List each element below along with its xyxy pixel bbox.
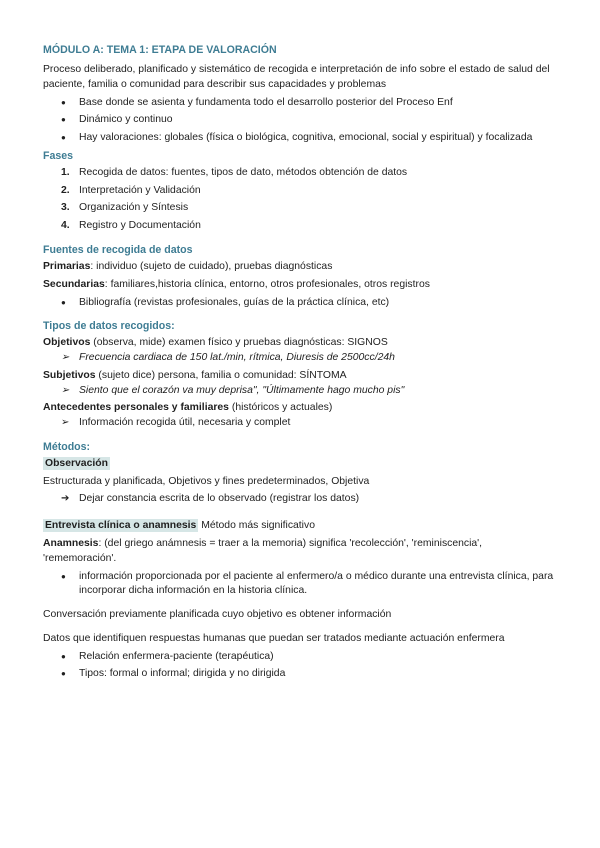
list-item-text: Recogida de datos: fuentes, tipos de dato, métodos obtención de datos: [79, 166, 408, 178]
list-item-text: Registro y Documentación: [79, 220, 201, 232]
intro-paragraph: Proceso deliberado, planificado y sistemático de recogida e interpretación de info sobre el estado de salud del paciente, familia o comunidad para describir sus capacidades y problemas: [43, 64, 550, 90]
section-heading-tipos: Tipos de datos recogidos:: [43, 320, 175, 333]
anamnesis-bullet-list: [43, 570, 556, 600]
list-item-text: Organización y Síntesis: [79, 202, 189, 214]
fuentes-primarias: [43, 260, 556, 275]
example-text: Frecuencia cardiaca de 150 lat./min, rítmica, Diuresis de 2500cc/24h: [79, 352, 395, 364]
list-number: 3.: [61, 202, 70, 214]
list-item: [43, 184, 556, 199]
fuentes-bullet-list: [43, 296, 556, 311]
list-item: [43, 166, 556, 181]
tipos-objetivos: [43, 336, 556, 351]
intro-bullet-list: [43, 96, 556, 146]
list-item: ● Dinámico y continuo: [43, 113, 556, 128]
list-item: ● Tipos: formal o informal; dirigida y no dirigida: [43, 667, 556, 682]
term-label: Objetivos: [43, 337, 91, 349]
term-label: Antecedentes personales y familiares: [43, 402, 229, 414]
arrowhead-icon: ➢: [61, 384, 70, 396]
term-label: Anamnesis: [43, 538, 99, 549]
datos-paragraph: Datos que identifiquen respuestas humanas que puedan ser tratados mediante actuación enfermera: [43, 632, 505, 644]
anamnesis-definition: [43, 537, 556, 567]
list-item: ● Base donde se asienta y fundamenta todo el desarrollo posterior del Proceso Enf: [43, 96, 556, 111]
list-item-text: Interpretación y Validación: [79, 184, 201, 196]
term-text: (históricos y actuales): [228, 402, 333, 414]
list-item: ● Hay valoraciones: globales (física o biológica, cognitiva, emocional, social y espiritual) y focalizada: [43, 131, 556, 146]
tipos-subjetivos: [43, 369, 556, 384]
section-heading-fuentes: Fuentes de recogida de datos: [43, 243, 193, 256]
term-label: Secundarias: [43, 278, 105, 290]
highlighted-term: Observación: [45, 457, 108, 469]
observacion-arrow-list: [43, 492, 556, 507]
final-bullet-list: [43, 650, 556, 683]
list-item: [43, 219, 556, 234]
term-text: : (del griego anámnesis = traer a la memoria) significa 'recolección', 'reminiscencia', 'rememoración'.: [43, 538, 483, 564]
section-heading-metodos: Métodos:: [43, 440, 91, 453]
term-text: : individuo (sujeto de cuidado), pruebas diagnósticas: [90, 260, 333, 272]
list-item: ● Relación enfermera-paciente (terapéutica): [43, 650, 556, 665]
example-text: Información recogida útil, necesaria y complet: [79, 417, 291, 429]
list-item: [43, 416, 556, 431]
list-item-text: Dejar constancia escrita de lo observado (registrar los datos): [79, 493, 360, 505]
objetivos-example-list: [43, 351, 556, 366]
entrevista-heading: [43, 519, 556, 534]
highlighted-term: Entrevista clínica o anamnesis: [45, 520, 197, 532]
section-heading-fases: Fases: [43, 149, 74, 162]
list-item: [43, 384, 556, 399]
list-item: [43, 492, 556, 507]
list-item: ● información proporcionada por el paciente al enfermero/a o médico durante una entrevista clínica, para incorporar dicha información en la historia clínica.: [43, 570, 556, 600]
fases-list: [43, 166, 556, 234]
list-number: 2.: [61, 184, 70, 196]
subjetivos-example-list: [43, 384, 556, 399]
list-number: 4.: [61, 220, 70, 232]
term-text: (sujeto dice) persona, familia o comunidad: SÍNTOMA: [95, 369, 347, 381]
list-item: ● Bibliografía (revistas profesionales, guías de la práctica clínica, etc): [43, 296, 556, 311]
term-text: : familiares,historia clínica, entorno, otros profesionales, otros registros: [104, 278, 430, 290]
term-text: Método más significativo: [198, 520, 315, 532]
example-text: Siento que el corazón va muy deprisa", "Últimamente hago mucho pis": [79, 384, 405, 396]
term-label: Primarias: [43, 260, 91, 272]
arrow-right-icon: ➔: [61, 493, 70, 505]
list-item: [43, 351, 556, 366]
arrowhead-icon: ➢: [61, 417, 70, 429]
list-item: [43, 201, 556, 216]
observacion-text: Estructurada y planificada, Objetivos y fines predeterminados, Objetiva: [43, 475, 370, 487]
observacion-heading: [43, 457, 556, 472]
tipos-antecedentes: [43, 401, 556, 416]
term-text: (observa, mide) examen físico y pruebas diagnósticas: SIGNOS: [90, 337, 388, 349]
term-label: Subjetivos: [43, 369, 96, 381]
arrowhead-icon: ➢: [61, 352, 70, 364]
antecedentes-example-list: [43, 416, 556, 431]
conversacion-paragraph: Conversación previamente planificada cuyo objetivo es obtener información: [43, 609, 392, 621]
page-title: MÓDULO A: TEMA 1: ETAPA DE VALORACIÓN: [43, 44, 277, 56]
list-number: 1.: [61, 166, 70, 178]
fuentes-secundarias: [43, 278, 556, 293]
